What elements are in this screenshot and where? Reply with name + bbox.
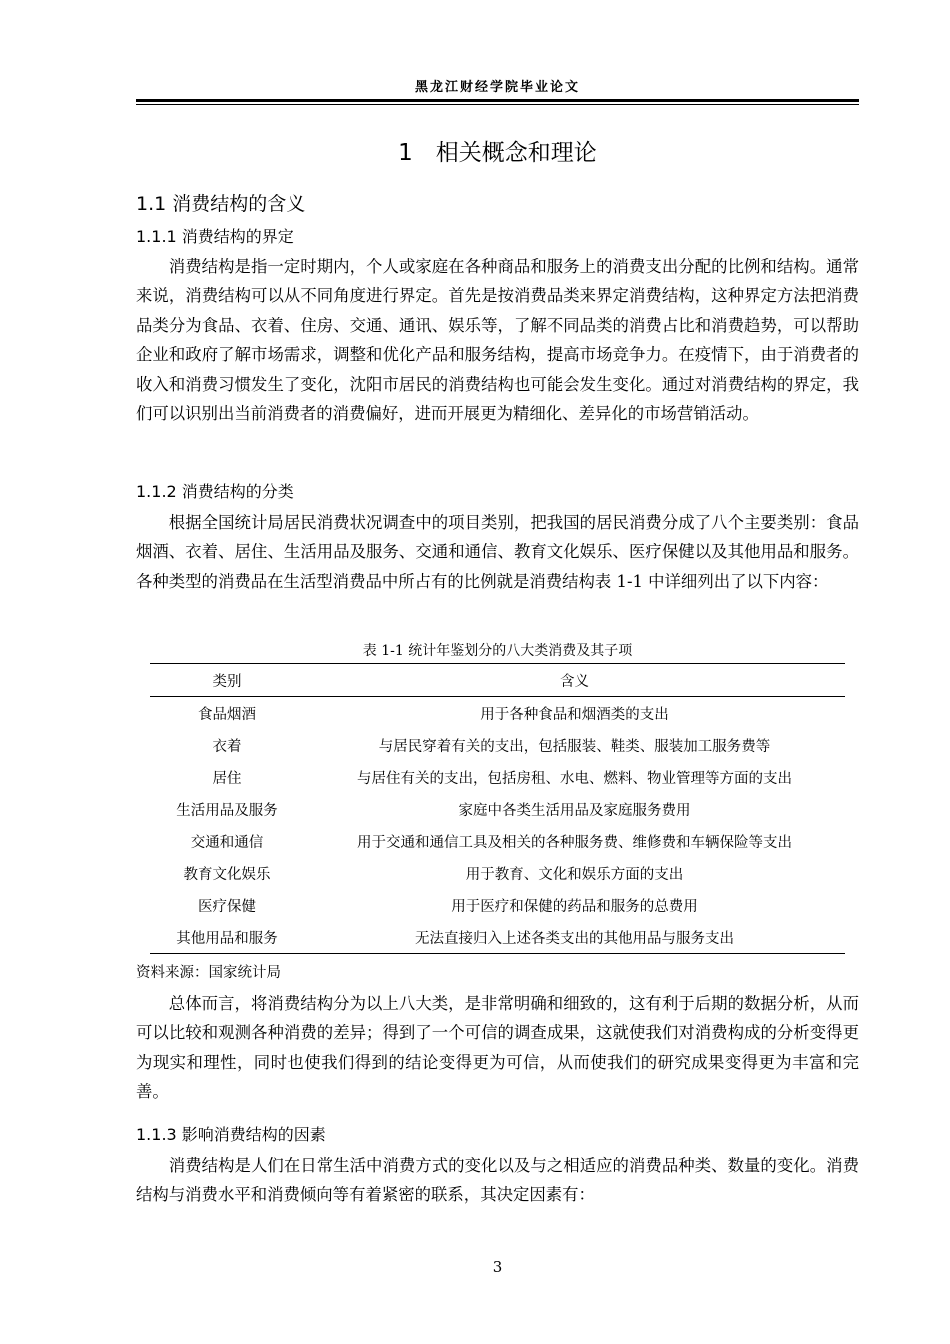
table-row xyxy=(150,729,845,761)
table-cell-meaning: 用于各种食品和烟酒类的支出 xyxy=(480,706,669,723)
table-row xyxy=(150,921,845,954)
table-cell-category: 教育文化娱乐 xyxy=(183,866,271,883)
table-cell-category: 生活用品及服务 xyxy=(176,802,278,819)
paragraph-factors: 消费结构是人们在日常生活中消费方式的变化以及与之相适应的消费品种类、数量的变化。消费结构与消费水平和消费倾向等有着紧密的联系，其决定因素有： xyxy=(136,1156,859,1205)
chapter-title: 1 相关概念和理论 xyxy=(398,140,597,166)
table-cell-meaning: 用于医疗和保健的药品和服务的总费用 xyxy=(451,898,698,915)
table-cell-meaning: 与居住有关的支出，包括房租、水电、燃料、物业管理等方面的支出 xyxy=(357,770,792,787)
header-rule-thick xyxy=(136,99,859,102)
table-cell-meaning: 用于教育、文化和娱乐方面的支出 xyxy=(465,866,684,883)
table-cell-category: 居住 xyxy=(212,770,242,787)
table-cell-meaning: 无法直接归入上述各类支出的其他用品与服务支出 xyxy=(304,921,845,954)
section-heading-1-1-3: 1.1.3 影响消费结构的因素 xyxy=(136,1125,326,1144)
table-cell-category: 其他用品和服务 xyxy=(150,921,304,954)
table-header-meaning: 含义 xyxy=(304,664,845,697)
table-cell-category: 食品烟酒 xyxy=(198,706,256,723)
page-number: 3 xyxy=(492,1258,503,1276)
consumption-table xyxy=(150,663,845,954)
table-row xyxy=(150,857,845,889)
table-caption: 表 1-1 统计年鉴划分的八大类消费及其子项 xyxy=(362,643,633,659)
section-heading-1-1-1: 1.1.1 消费结构的界定 xyxy=(136,227,294,246)
table-row xyxy=(150,761,845,793)
section-heading-1-1-2: 1.1.2 消费结构的分类 xyxy=(136,482,294,501)
header-rule-thin xyxy=(136,104,859,105)
table-source-note: 资料来源：国家统计局 xyxy=(136,965,281,981)
paragraph-classification: 根据全国统计局居民消费状况调查中的项目类别，把我国的居民消费分成了八个主要类别：食品烟酒、衣着、居住、生活用品及服务、交通和通信、教育文化娱乐、医疗保健以及其他用品和服务。各种类型的消费品在生活型消费品中所占有的比例就是消费结构表 1-1 中详细列出了以下内容： xyxy=(136,513,859,591)
table-cell-category: 交通和通信 xyxy=(190,834,264,851)
table-cell-category: 衣着 xyxy=(212,738,242,755)
table-row xyxy=(150,889,845,921)
section-heading-1-1: 1.1 消费结构的含义 xyxy=(136,193,306,215)
table-cell-category: 医疗保健 xyxy=(198,898,256,915)
table-cell-meaning: 与居民穿着有关的支出，包括服装、鞋类、服装加工服务费等 xyxy=(378,738,771,755)
paragraph-summary: 总体而言，将消费结构分为以上八大类，是非常明确和细致的，这有利于后期的数据分析，从而可以比较和观测各种消费的差异；得到了一个可信的调查成果，这就使我们对消费构成的分析变得更为现实和理性，同时也使我们得到的结论变得更为可信，从而使我们的研究成果变得更为丰富和完善。 xyxy=(136,994,859,1102)
paragraph-definition: 消费结构是指一定时期内，个人或家庭在各种商品和服务上的消费支出分配的比例和结构。通常来说，消费结构可以从不同角度进行界定。首先是按消费品类来界定消费结构，这种界定方法把消费品类分为食品、衣着、住房、交通、通讯、娱乐等，了解不同品类的消费占比和消费趋势，可以帮助企业和政府了解市场需求，调整和优化产品和服务结构，提高市场竞争力。在疫情下，由于消费者的收入和消费习惯发生了变化，沈阳市居民的消费结构也可能会发生变化。通过对消费结构的界定，我们可以识别出当前消费者的消费偏好，进而开展更为精细化、差异化的市场营销活动。 xyxy=(136,257,859,424)
table-cell-meaning: 用于交通和通信工具及相关的各种服务费、维修费和车辆保险等支出 xyxy=(357,834,792,851)
table-header-category: 类别 xyxy=(150,664,304,697)
table-header-row xyxy=(150,664,845,697)
table-cell-meaning: 家庭中各类生活用品及家庭服务费用 xyxy=(458,802,691,819)
table-row xyxy=(150,825,845,857)
table-row xyxy=(150,697,845,730)
running-header: 黑龙江财经学院毕业论文 xyxy=(414,80,580,95)
table-row xyxy=(150,793,845,825)
